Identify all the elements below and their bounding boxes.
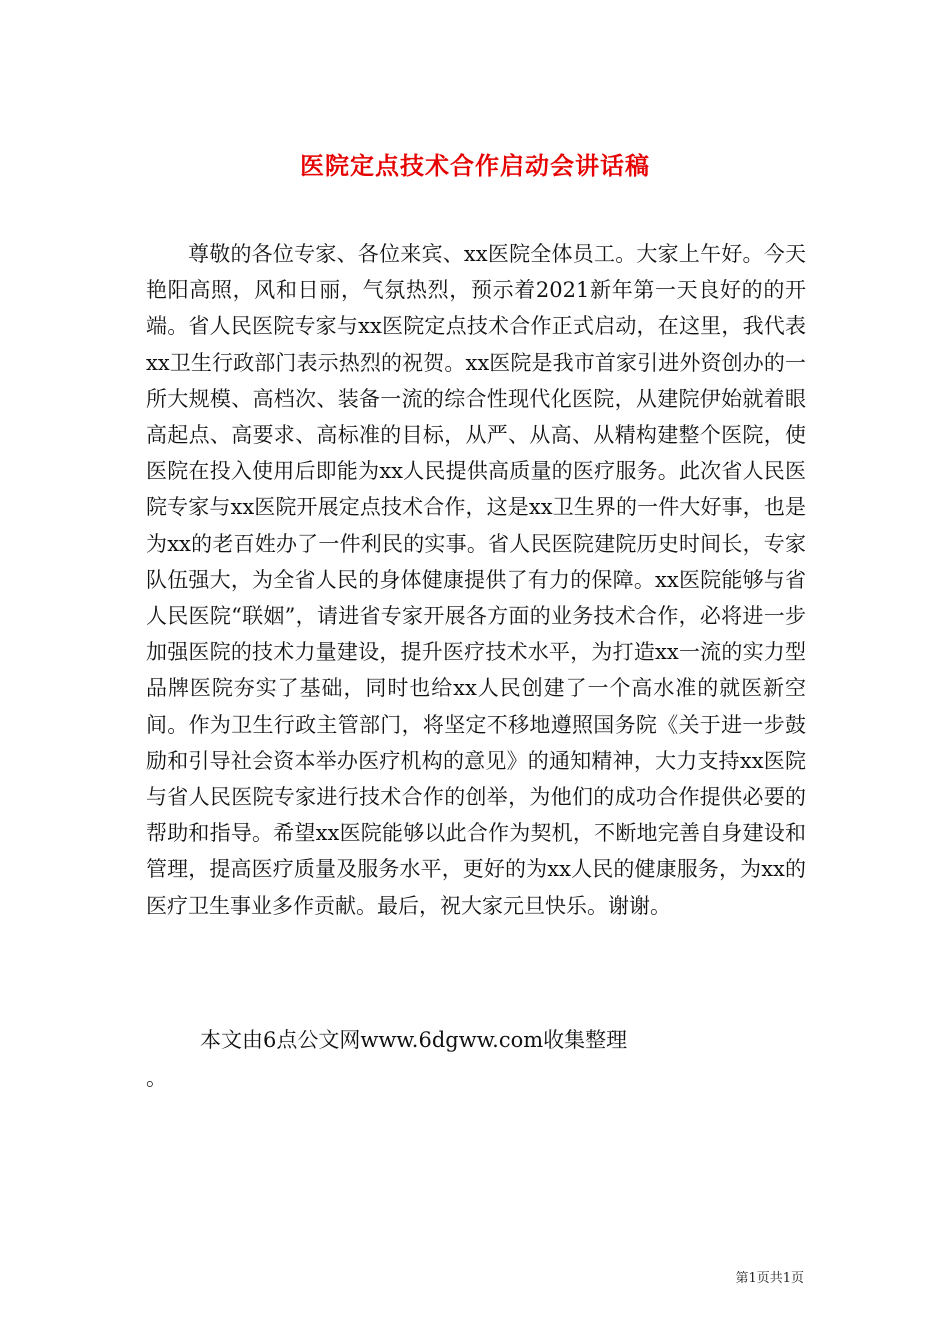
page-number-footer: 第1页共1页 xyxy=(735,1271,804,1286)
source-note: 本文由6点公文网www.6dgww.com收集整理 xyxy=(200,1028,628,1052)
document-title: 医院定点技术合作启动会讲话稿 xyxy=(300,151,650,181)
trailing-punctuation: 。 xyxy=(146,1066,167,1090)
speech-body-paragraph: 尊敬的各位专家、各位来宾、xx医院全体员工。大家上午好。今天艳阳高照，风和日丽，气氛热烈，预示着2021新年第一天良好的的开端。省人民医院专家与xx医院定点技术合作正式启动，在这里，我代表xx卫生行政部门表示热烈的祝贺。xx医院是我市首家引进外资创办的一所大规模、高档次、装备一流的综合性现代化医院，从建院伊始就着眼高起点、高要求、高标准的目标，从严、从高、从精构建整个医院，使医院在投入使用后即能为xx人民提供高质量的医疗服务。此次省人民医院专家与xx医院开展定点技术合作，这是xx卫生界的一件大好事，也是为xx的老百姓办了一件利民的实事。省人民医院建院历史时间长，专家队伍强大，为全省人民的身体健康提供了有力的保障。xx医院能够与省人民医院“联姻”，请进省专家开展各方面的业务技术合作，必将进一步加强医院的技术力量建设，提升医疗技术水平，为打造xx一流的实力型品牌医院夯实了基础，同时也给xx人民创建了一个高水准的就医新空间。作为卫生行政主管部门，将坚定不移地遵照国务院《关于进一步鼓励和引导社会资本举办医疗机构的意见》的通知精神，大力支持xx医院与省人民医院专家进行技术合作的创举，为他们的成功合作提供必要的帮助和指导。希望xx医院能够以此合作为契机，不断地完善自身建设和管理，提高医疗质量及服务水平，更好的为xx人民的健康服务，为xx的医疗卫生事业多作贡献。最后，祝大家元旦快乐。谢谢。 xyxy=(146,242,806,918)
